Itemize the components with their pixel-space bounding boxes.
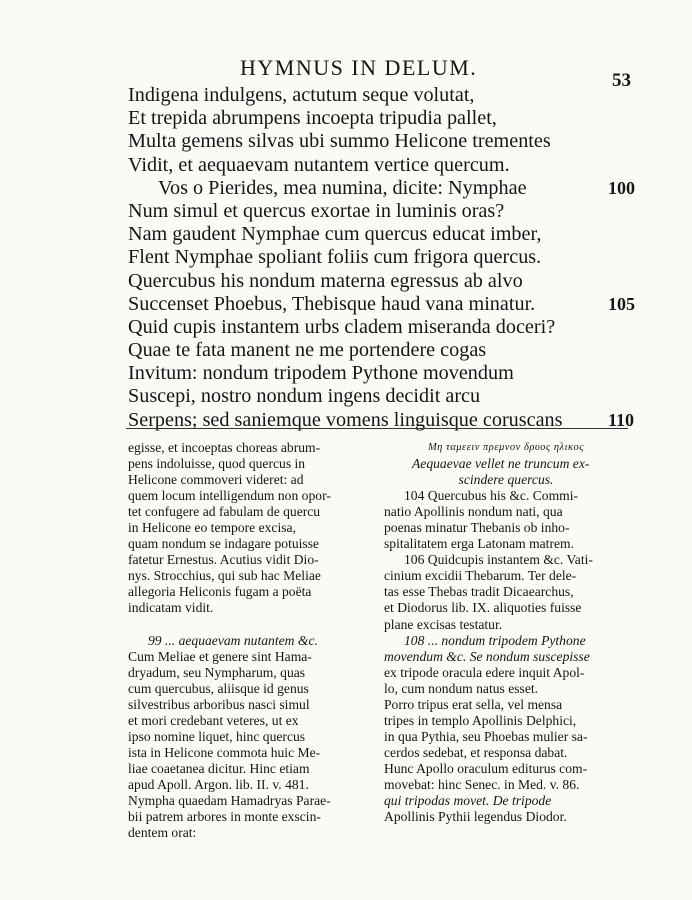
note-line: qui tripodas movet. De tripode	[384, 793, 552, 809]
footnote-divider	[126, 428, 628, 429]
note-line: liae coaetanea dicitur. Hinc etiam	[128, 760, 310, 776]
verse-line: Quid cupis instantem urbs cladem miseranda doceri?	[128, 315, 556, 338]
note-line: Porro tripus erat sella, vel mensa	[384, 696, 563, 712]
latin-translation: Aequaevae vellet ne truncum ex-	[412, 456, 590, 472]
note-line: pens indoluisse, quod quercus in	[128, 456, 306, 472]
note-line: tas esse Thebas tradit Dicaearchus,	[384, 584, 574, 600]
note-line: cerdos sedebat, et responsa dabat.	[384, 744, 568, 760]
note-line: ista in Helicone commota huic Me-	[128, 744, 321, 760]
note-line: fatetur Ernestus. Acutius vidit Dio-	[128, 552, 319, 568]
verse-line: Vidit, et aequaevam nutantem vertice quercum.	[128, 153, 510, 176]
verse-number: 105	[608, 293, 635, 314]
note-line: Hunc Apollo oraculum editurus com-	[384, 760, 588, 776]
note-line: egisse, et incoeptas choreas abrum-	[128, 440, 321, 455]
note-line: cum quercubus, aliisque id genus	[128, 680, 309, 696]
note-line: tet confugere ad fabulam de quercu	[128, 504, 321, 520]
verse-line: Quercubus his nondum materna egressus ab alvo	[128, 269, 523, 292]
note-line: quam nondum se indagare potuisse	[128, 536, 320, 552]
note-line: bii patrem arbores in monte exscin-	[128, 809, 321, 825]
note-line: ex tripode oracula edere inquit Apol-	[384, 664, 585, 680]
note-line: quem locum intelligendum non opor-	[128, 488, 331, 504]
note-heading-104: 104 Quercubus his &c. Commi-	[404, 488, 579, 504]
verse-number: 100	[608, 177, 635, 198]
note-line: natio Apollinis nondum nati, qua	[384, 504, 563, 520]
notes-right-column	[384, 440, 628, 825]
latin-translation: scindere quercus.	[458, 472, 554, 488]
note-spacer	[128, 617, 374, 633]
note-line: ipso nomine liquet, hinc quercus	[128, 728, 306, 744]
note-heading-106: 106 Quidcupis instantem &c. Vati-	[404, 552, 593, 568]
verse-line: Et trepida abrumpens incoepta tripudia pallet,	[128, 107, 497, 130]
verse-line: Succenset Phoebus, Thebisque haud vana minatur. 105	[128, 292, 635, 315]
note-line: allegoria Heliconis fugam a poëta	[128, 584, 312, 600]
notes-left-column	[128, 440, 374, 841]
note-line: Apollinis Pythii legendus Diodor.	[384, 809, 567, 825]
note-line: cinium excidii Thebarum. Ter dele-	[384, 568, 577, 584]
verse-line: Vos o Pierides, mea numina, dicite: Nymphae 100	[158, 176, 635, 199]
note-line: poenas minatur Thebanis ob inho-	[384, 520, 570, 536]
note-line: dryadum, seu Nympharum, quas	[128, 664, 306, 680]
note-line: movendum &c. Se nondum suscepisse	[384, 648, 590, 664]
verse-line: Num simul et quercus exortae in luminis oras?	[128, 199, 505, 222]
note-line: tripes in templo Apollinis Delphici,	[384, 712, 577, 728]
verse-line: Nam gaudent Nymphae cum quercus educat imber,	[128, 223, 542, 246]
note-line: Helicone commoveri videret: ad	[128, 472, 304, 488]
note-heading-99: 99 ... aequaevam nutantem &c.	[148, 632, 318, 648]
note-line: movebat: hinc Senec. in Med. v. 86.	[384, 776, 580, 792]
note-line: Nympha quaedam Hamadryas Parae-	[128, 793, 331, 809]
verse-number: 110	[608, 409, 635, 430]
note-line: apud Apoll. Argon. lib. II. v. 481.	[128, 776, 309, 792]
verse-line: Indigena indulgens, actutum seque volutat,	[128, 84, 475, 106]
note-line: silvestribus arboribus nasci simul	[128, 696, 310, 712]
note-heading-108: 108 ... nondum tripodem Pythone	[404, 632, 586, 648]
note-line: spitalitatem erga Latonam matrem.	[384, 536, 574, 552]
verse-line: Flent Nymphae spoliant foliis cum frigora quercus.	[128, 246, 542, 269]
verse-line: Serpens; sed saniemque vomens linguisque coruscans 110	[128, 408, 635, 431]
note-line: in qua Pythia, seu Phoebas mulier sa-	[384, 728, 588, 744]
verse-line: Suscepi, nostro nondum ingens decidit arcu	[128, 385, 481, 408]
verse-line: Multa gemens silvas ubi summo Helicone trementes	[128, 130, 551, 153]
note-line: nys. Strocchius, qui sub hac Meliae	[128, 568, 321, 584]
greek-quotation: Μη ταμεειν πρεμνον δρυος ηλικος	[427, 442, 585, 453]
note-line: in Helicone eo tempore excisa,	[128, 520, 296, 536]
note-line: plane excisas testatur.	[384, 616, 503, 632]
page-number: 53	[612, 70, 631, 91]
note-line: lo, cum nondum natus esset.	[384, 680, 539, 696]
verse-line: Quae te fata manent ne me portendere cogas	[128, 339, 487, 362]
note-line: et Diodorus lib. IX. aliquoties fuisse	[384, 600, 582, 616]
note-line: dentem orat:	[128, 825, 197, 841]
note-line: Cum Meliae et genere sint Hama-	[128, 648, 312, 664]
note-line: et mori credebant veteres, ut ex	[128, 712, 299, 728]
running-title: HYMNUS IN DELUM.	[240, 55, 478, 80]
verse-line: Invitum: nondum tripodem Pythone movendum	[128, 362, 514, 385]
note-line: indicatam vidit.	[128, 600, 214, 616]
poem-verses	[128, 84, 648, 432]
